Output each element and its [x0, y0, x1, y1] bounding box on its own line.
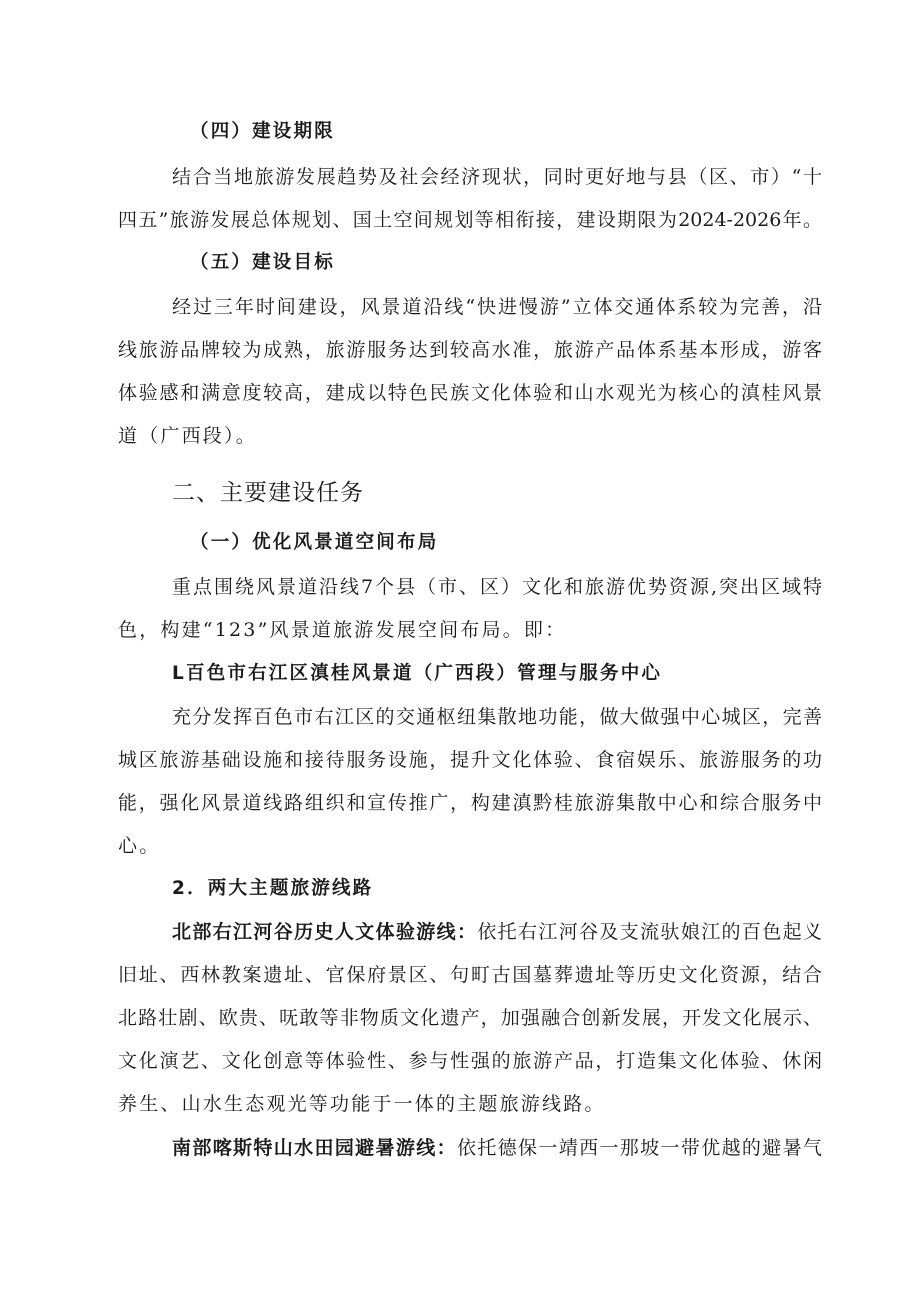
paragraph-line: 充分发挥百色市右江区的交通枢纽集散地功能，做大做强中心城区，完善	[172, 706, 822, 728]
paragraph-line: 结合当地旅游发展趋势及社会经济现状，同时更好地与县（区、市）“十	[172, 166, 822, 188]
section-heading-construction-period: （四）建设期限	[190, 121, 335, 142]
chapter-heading-main-tasks: 二、主要建设任务	[172, 480, 364, 506]
paragraph-line: 文化演艺、文化创意等体验性、参与性强的旅游产品，打造集文化体验、休闲	[118, 1050, 822, 1072]
item-heading-management-center: L百色市右江区滇桂风景道（广西段）管理与服务中心	[172, 663, 663, 684]
route-text: 依托德保一靖西一那坡一带优越的避暑气	[456, 1137, 822, 1159]
paragraph-line: 城区旅游基础设施和接待服务设施，提升文化体验、食宿娱乐、旅游服务的功	[118, 749, 822, 771]
paragraph-line: 养生、山水生态观光等功能于一体的主题旅游线路。	[118, 1093, 606, 1115]
item-heading-two-routes: 2．两大主题旅游线路	[172, 878, 374, 899]
paragraph-line: 经过三年时间建设，风景道沿线“快进慢游”立体交通体系较为完善，沿	[172, 296, 822, 318]
paragraph-line: 色，构建“123”风景道旅游发展空间布局。即：	[118, 619, 567, 641]
paragraph-line: 体验感和满意度较高，建成以特色民族文化体验和山水观光为核心的滇桂风景	[118, 382, 822, 404]
paragraph-line: 线旅游品牌较为成熟，旅游服务达到较高水准，旅游产品体系基本形成，游客	[118, 339, 822, 361]
paragraph-line: 重点围绕风景道沿线7个县（市、区）文化和旅游优势资源,突出区域特	[172, 576, 822, 598]
paragraph-line: 道（广西段）。	[118, 425, 257, 447]
paragraph-line-south-route	[172, 1133, 822, 1163]
paragraph-line: 心。	[118, 835, 161, 857]
paragraph-line: 四五”旅游发展总体规划、国土空间规划等相衔接，建设期限为2024-2026年。	[118, 209, 822, 231]
paragraph-line: 能，强化风景道线路组织和宣传推广，构建滇黔桂旅游集散中心和综合服务中	[118, 792, 822, 814]
route-title-south: 南部喀斯特山水田园避暑游线：	[172, 1137, 457, 1159]
section-heading-optimize-layout: （一）优化风景道空间布局	[190, 532, 439, 553]
paragraph-line: 旧址、西林教案遗址、官保府景区、句町古国墓葬遗址等历史文化资源，结合	[118, 964, 822, 986]
route-title-north: 北部右江河谷历史人文体验游线：	[172, 921, 478, 943]
section-heading-construction-goals: （五）建设目标	[190, 252, 335, 273]
paragraph-line: 北路壮剧、欧贵、呒敢等非物质文化遗产，加强融合创新发展，开发文化展示、	[118, 1007, 822, 1029]
route-text: 依托右江河谷及支流驮娘江的百色起义	[477, 921, 822, 943]
paragraph-line-north-route	[172, 917, 822, 947]
